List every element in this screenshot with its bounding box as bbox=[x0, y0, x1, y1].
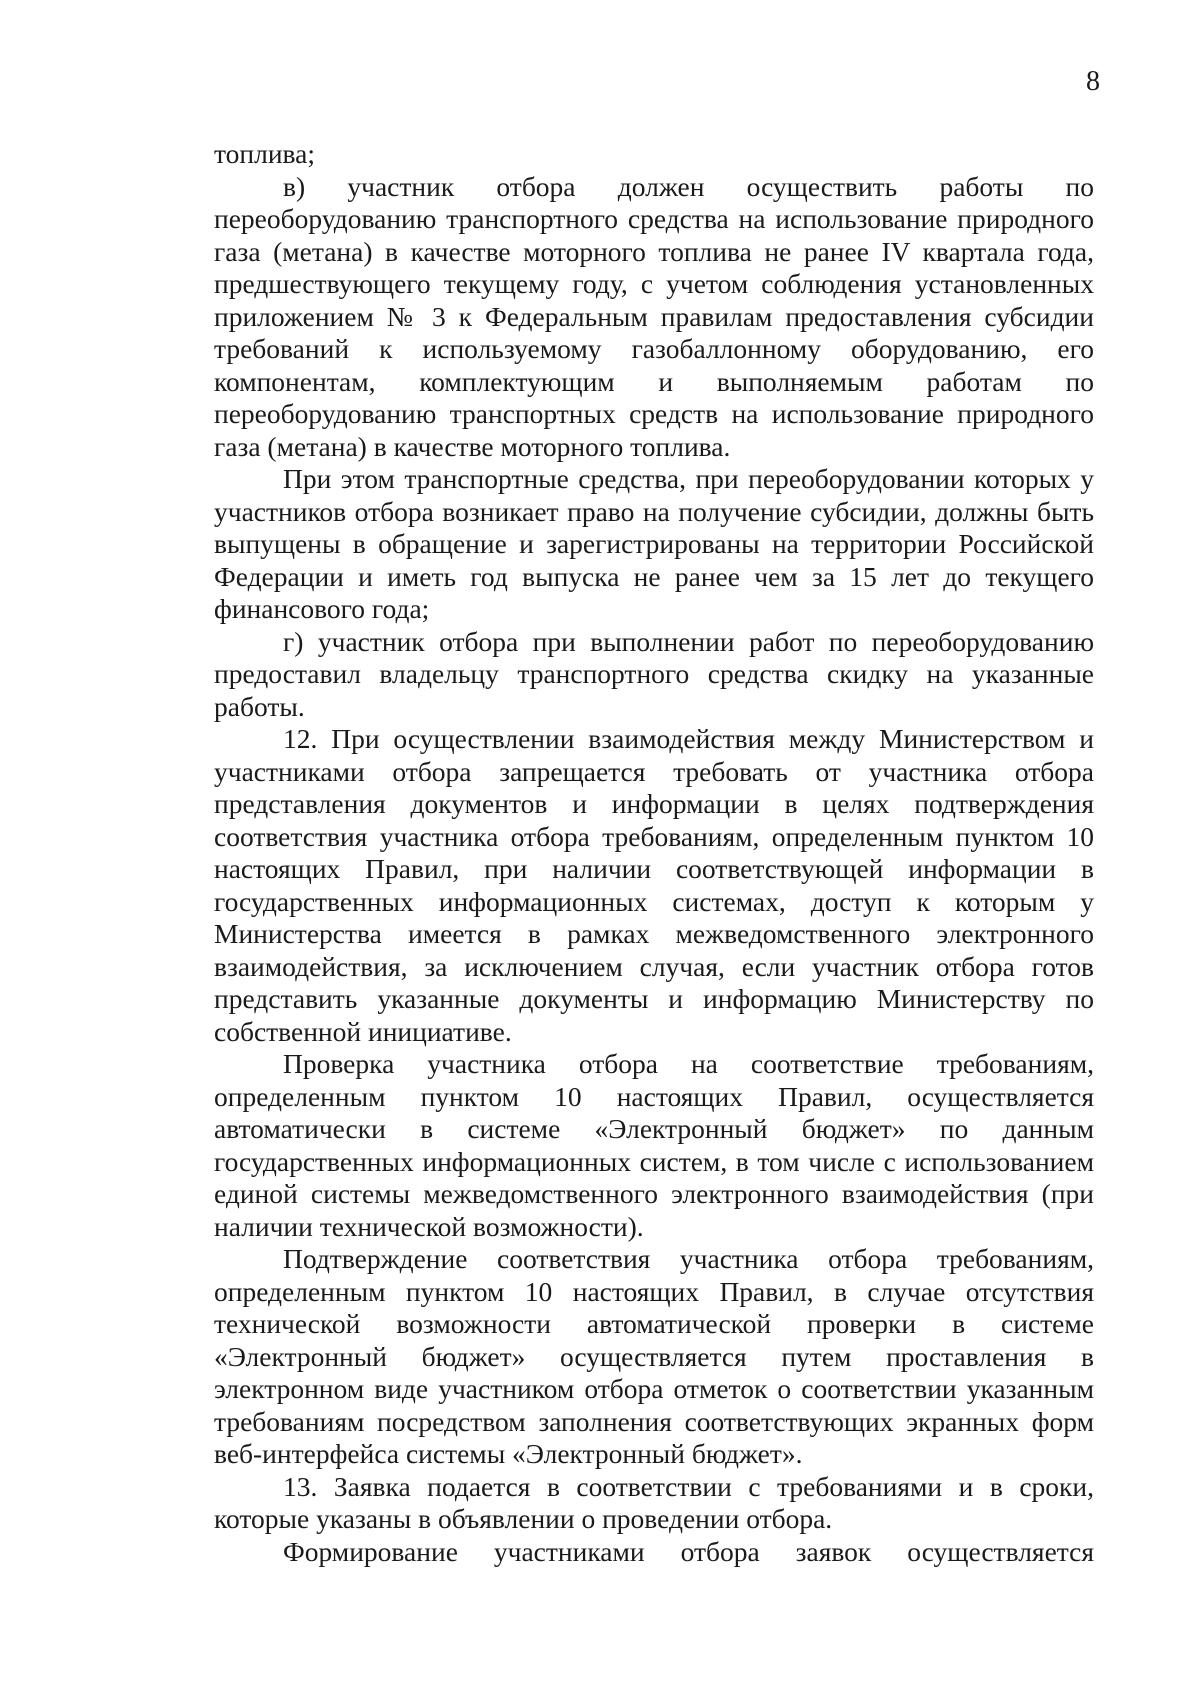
paragraph-verification: Проверка участника отбора на соответствие требованиям, определенным пунктом 10 настоящих Правил, осуществляется автоматически в системе «Электронный бюджет» по данным государственных информационных систем, в том числе с использованием единой системы межведомственного электронного взаимодействия (при наличии технической возможности). bbox=[214, 1048, 1094, 1242]
paragraph-item-v: в) участник отбора должен осуществить работы по переоборудованию транспортного средства на использование природного газа (метана) в качестве моторного топлива не ранее IV квартала года, предшествующего текущему году, с учетом соблюдения установленных приложением № 3 к Федеральным правилам предоставления субсидии требований к используемому газобаллонному оборудованию, его компонентам, комплектующим и выполняемым работам по переоборудованию транспортных средств на использование природного газа (метана) в качестве моторного топлива. bbox=[214, 170, 1094, 462]
paragraph-vehicles: При этом транспортные средства, при переоборудовании которых у участников отбора возникает право на получение субсидии, должны быть выпущены в обращение и зарегистрированы на территории Российской Федерации и иметь год выпуска не ранее чем за 15 лет до текущего финансового года; bbox=[214, 463, 1094, 624]
paragraph-confirmation: Подтверждение соответствия участника отбора требованиям, определенным пунктом 10 настоящих Правил, в случае отсутствия технической возможности автоматической проверки в системе «Электронный бюджет» осуществляется путем проставления в электронном виде участником отбора отметок о соответствии указанным требованиям посредством заполнения соответствующих экранных форм веб-интерфейса системы «Электронный бюджет». bbox=[214, 1243, 1094, 1469]
paragraph-formation: Формирование участниками отбора заявок осуществляется bbox=[283, 1535, 1094, 1567]
document-body bbox=[214, 138, 1094, 1568]
page-number: 8 bbox=[1086, 66, 1100, 97]
paragraph-clause-13: 13. Заявка подается в соответствии с требованиями и в сроки, которые указаны в объявлении о проведении отбора. bbox=[214, 1470, 1094, 1534]
paragraph-clause-12: 12. При осуществлении взаимодействия между Министерством и участниками отбора запрещается требовать от участника отбора представления документов и информации в целях подтверждения соответствия участника отбора требованиям, определенным пунктом 10 настоящих Правил, при наличии соответствующей информации в государственных информационных системах, доступ к которым у Министерства имеется в рамках межведомственного электронного взаимодействия, за исключением случая, если участник отбора готов представить указанные документы и информацию Министерству по собственной инициативе. bbox=[214, 723, 1094, 1047]
paragraph-item-g: г) участник отбора при выполнении работ по переоборудованию предоставил владельцу транспортного средства скидку на указанные работы. bbox=[214, 625, 1094, 722]
paragraph-continuation: топлива; bbox=[214, 138, 316, 169]
